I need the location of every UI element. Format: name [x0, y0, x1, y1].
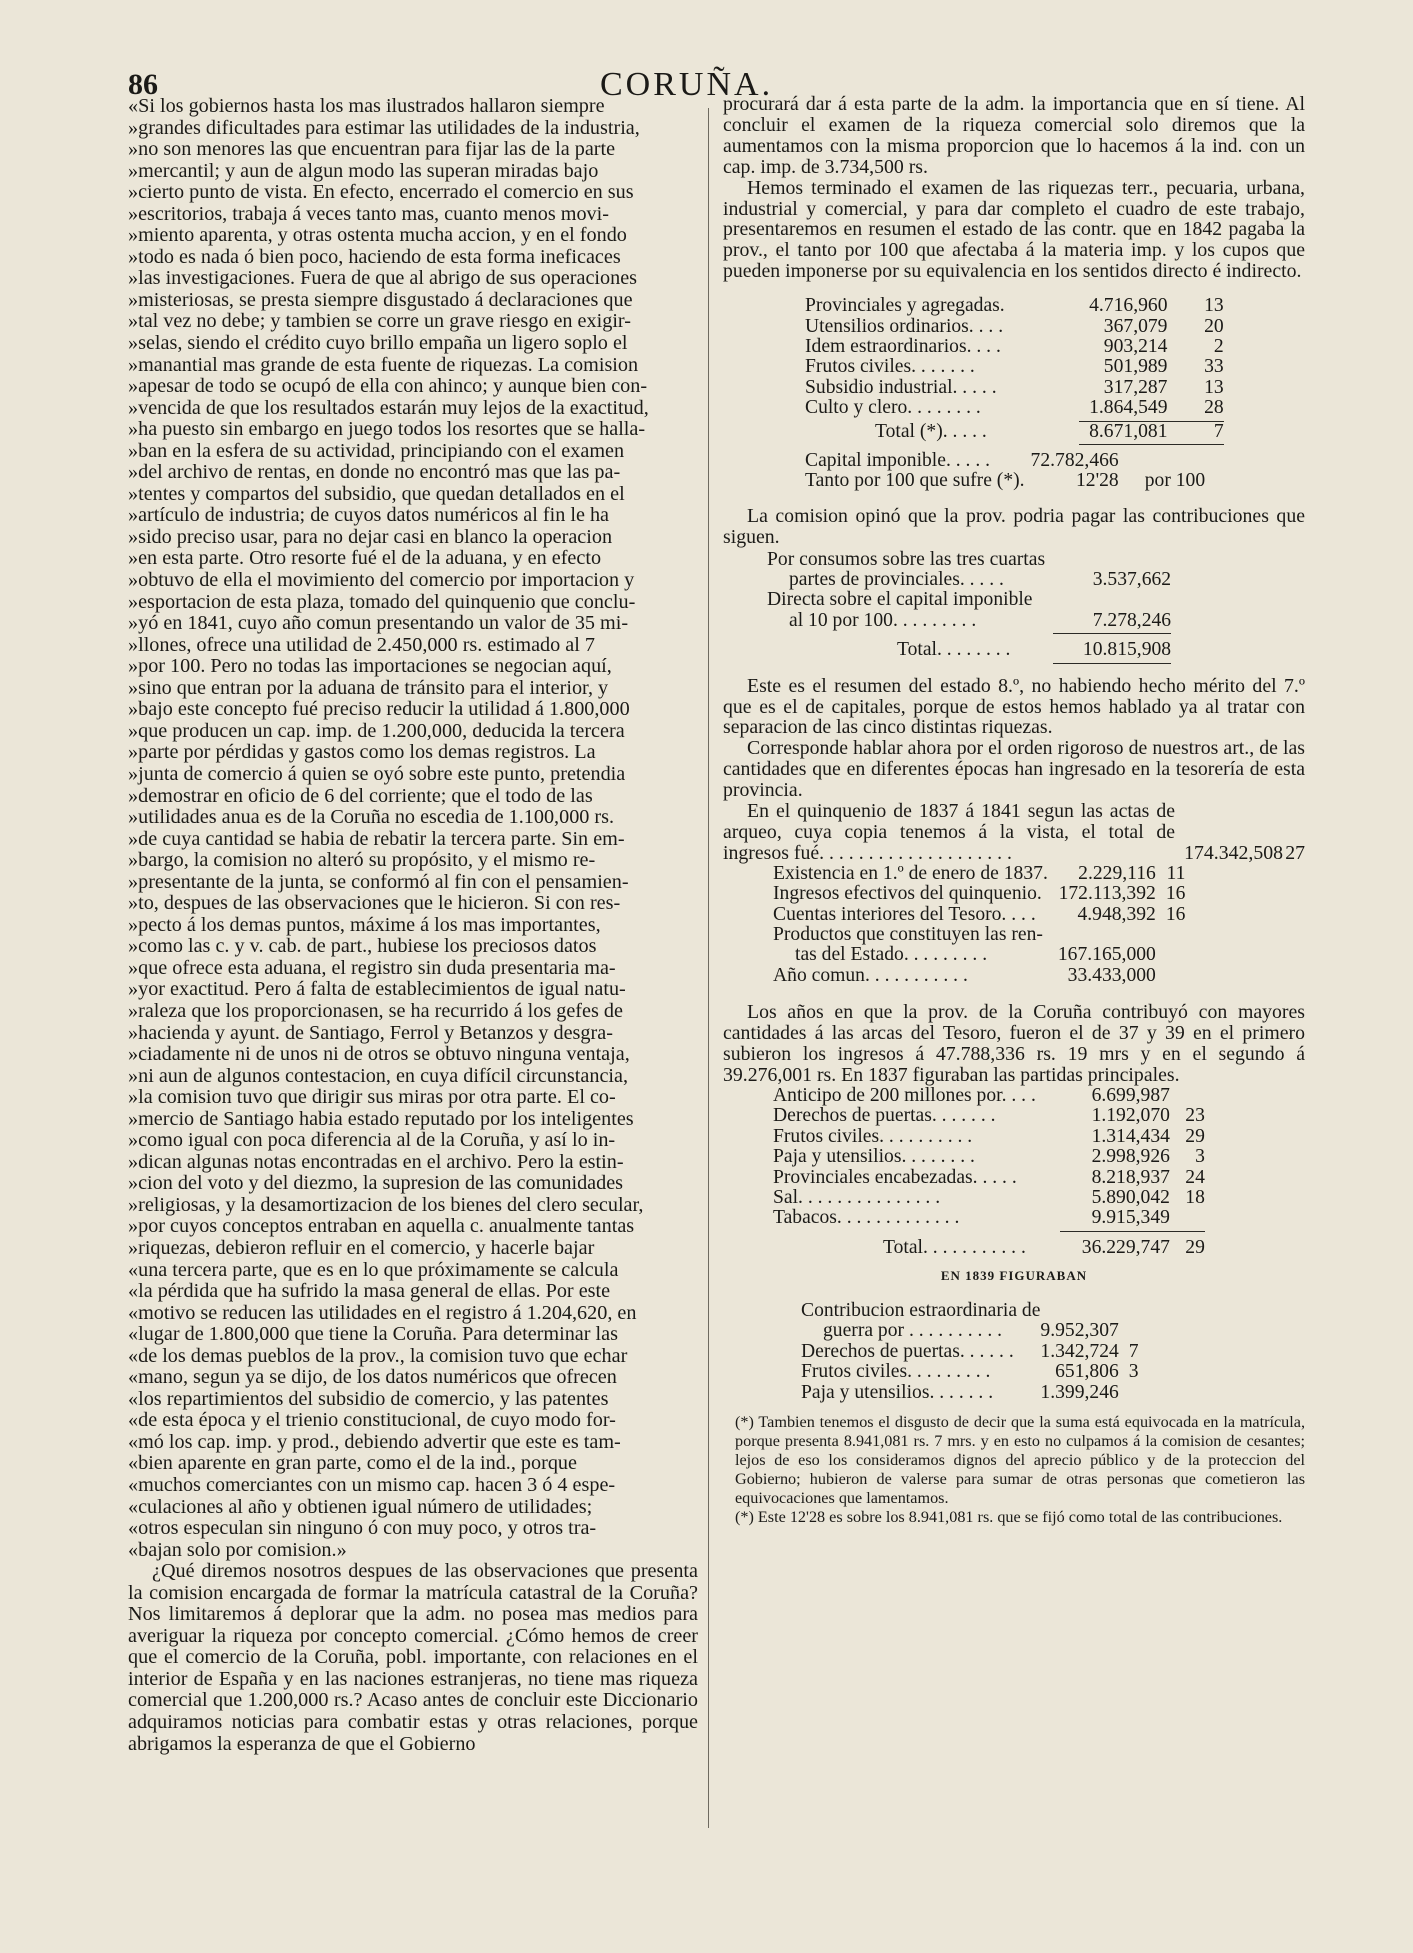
- quinquennium-paragraph: [723, 801, 1305, 864]
- row-label: Provinciales encabezadas. . . . .: [773, 1166, 1017, 1188]
- quote-line: »parte por pérdidas y gastos como los demas registros. La: [128, 741, 596, 764]
- quinquennium-total: 174.342,508: [1184, 841, 1283, 864]
- rents-label-1: Productos que constituyen las ren-: [773, 924, 1043, 946]
- table-row: [805, 337, 1224, 357]
- page-title: CORUÑA.: [600, 66, 774, 103]
- quote-line: »miento aparenta, y otras ostenta mucha accion, y en el fondo: [128, 224, 627, 247]
- quote-line: »del archivo de rentas, en donde no encontró mas que las pa-: [128, 461, 621, 484]
- quote-line: »obtuvo de ella el movimiento del comercio por importacion y: [128, 569, 635, 592]
- items-1837-table: [773, 1086, 1205, 1258]
- quote-line: «la pérdida que ha sufrido la masa general de ellas. Por este: [128, 1280, 611, 1303]
- row-label: Derechos de puertas. . . . . . .: [773, 1105, 996, 1127]
- table-row: [767, 550, 1171, 570]
- quote-line: »raleza que los proporcionasen, se ha recurrido á los gefes de: [128, 999, 623, 1022]
- row-label-continued: partes de provinciales. . . . .: [789, 569, 1004, 591]
- quote-line: »pecto á los demas puntos, máxime á los mas importantes,: [128, 913, 601, 936]
- row-label: Idem estraordinarios. . . .: [805, 335, 1001, 357]
- quote-line: «los repartimientos del subsidio de comercio, y las patentes: [128, 1387, 609, 1410]
- quote-line: »utilidades anua es de la Coruña no escedia de 1.100,000 rs.: [128, 806, 615, 829]
- table-row: [767, 570, 1171, 590]
- table-row: [773, 905, 1185, 925]
- row-label: Utensilios ordinarios. . . .: [805, 315, 1004, 337]
- quote-line: »riquezas, debieron refluir en el comercio, y hacerle bajar: [128, 1236, 595, 1259]
- page-number: 86: [128, 68, 158, 101]
- quote-line: «motivo se reducen las utilidades en el registro á 1.204,620, en: [128, 1301, 637, 1324]
- table-row: [767, 590, 1171, 610]
- row-label: Paja y utensilios. . . . . . . .: [773, 1146, 975, 1168]
- quote-line: »en esta parte. Otro resorte fué el de la aduana, y en efecto: [128, 547, 602, 570]
- row-value: 367,079: [1103, 315, 1168, 337]
- quote-line: «mó los cap. imp. y prod., debiendo advertir que este es tam-: [128, 1430, 621, 1453]
- row-label: Frutos civiles. . . . . . . . .: [801, 1361, 991, 1383]
- quote-line: »mercantil; y aun de algun modo las superan miradas bajo: [128, 159, 599, 182]
- quote-line: »tal vez no debe; y tambien se corre un grave riesgo en exigir-: [128, 310, 631, 333]
- footnote-2: (*) Este 12'28 es sobre los 8.941,081 rs. que se fijó como total de las contribuciones.: [735, 1508, 1283, 1527]
- quote-line: »apesar de todo se ocupó de ella con ahinco; y aunque bien con-: [128, 375, 648, 398]
- quote-line: «bajan solo por comision.»: [128, 1538, 347, 1561]
- quote-line: »yor exactitud. Pero á falta de establecimientos de igual natu-: [128, 978, 626, 1001]
- quote-line: »que producen un cap. imp. de 1.200,000, deducida la tercera: [128, 719, 625, 742]
- quote-line: «de los demas pueblos de la prov., la comision tuvo que echar: [128, 1344, 628, 1367]
- quote-line: »por cuyos conceptos entraban en aquella c. anualmente tantas: [128, 1215, 635, 1238]
- war-contribution-value: 9.952,307: [1040, 1320, 1119, 1342]
- table-row: [773, 1208, 1205, 1228]
- quote-line: «culaciones al año y obtienen igual número de utilidades;: [128, 1495, 593, 1518]
- row-cents: 18: [1185, 1186, 1205, 1208]
- total-cents: 7: [1213, 420, 1224, 442]
- rents-value: 167.165,000: [1057, 944, 1156, 966]
- row-value: 8.218,937: [1091, 1166, 1170, 1188]
- quote-line: »vencida de que los resultados estarán muy lejos de la exactitud,: [128, 396, 649, 419]
- row-cents: 11: [1166, 862, 1186, 884]
- table-row: [805, 357, 1224, 377]
- row-cents: 23: [1185, 1105, 1205, 1127]
- quote-line: »llones, ofrece una utilidad de 2.450,000 rs. estimado al 7: [128, 633, 596, 656]
- average-year-value: 33.433,000: [1067, 964, 1156, 986]
- row-value: 501,989: [1103, 356, 1168, 378]
- quote-line: »sido preciso usar, para no dejar casi en blanco la operacion: [128, 525, 613, 548]
- row-value: 1.342,724: [1040, 1340, 1119, 1362]
- row-cents: [1119, 1383, 1139, 1403]
- quote-line: »la comision tuvo que dirigir sus miras por otra parte. El co-: [128, 1086, 616, 1109]
- column-divider: [708, 108, 709, 1828]
- row-cents: 7: [1128, 1340, 1139, 1362]
- quote-line: »que ofrece esta aduana, el registro sin duda presentaria ma-: [128, 956, 616, 979]
- table-row: [773, 864, 1185, 884]
- quote-line: «lugar de 1.800,000 que tiene la Coruña. Para determinar las: [128, 1323, 618, 1346]
- contributions-table: [805, 296, 1224, 445]
- row-label: Sal. . . . . . . . . . . . . . .: [773, 1186, 941, 1208]
- quote-line: «de esta época y el trienio constitucional, de cuyo modo for-: [128, 1409, 616, 1432]
- commission-opinion-paragraph: La comision opinó que la prov. podria pagar las contribuciones que siguen.: [723, 504, 1305, 548]
- row-cents: 13: [1204, 376, 1224, 398]
- quote-line: «mano, segun ya se dijo, de los datos numéricos que ofrecen: [128, 1366, 617, 1389]
- row-value: 651,806: [1055, 1361, 1119, 1383]
- table-row: [801, 1362, 1139, 1382]
- quote-line: »selas, siendo el crédito cuyo brillo empaña un ligero soplo el: [128, 332, 628, 355]
- row-value: 2.998,926: [1091, 1146, 1170, 1168]
- row-value: 1.314,434: [1091, 1125, 1170, 1147]
- state-summary-paragraph: Este es el resumen del estado 8.º, no habiendo hecho mérito del 7.º que es el de capitales, porque de estos hemos hablado ya al tratar con separacion de las cinco distintas riquezas.: [723, 674, 1305, 739]
- row-label: Ingresos efectivos del quinquenio.: [773, 883, 1042, 905]
- quote-line: »artículo de industria; de cuyos datos numéricos al fin le ha: [128, 504, 610, 527]
- items-1837-total-value: 36.229,747: [1081, 1236, 1170, 1258]
- capital-value: 72.782,466: [1030, 450, 1119, 471]
- quote-line: »tentes y compartos del subsidio, que quedan detallados en el: [128, 482, 625, 505]
- tanto-value: 12'28: [1076, 470, 1119, 492]
- quote-line: »escritorios, trabaja á veces tanto mas, cuanto menos movi-: [128, 202, 609, 225]
- section-heading-1839: EN 1839 FIGURABAN: [940, 1268, 1088, 1284]
- row-label: Directa sobre el capital imponible: [767, 589, 1033, 611]
- table-row: [801, 1342, 1139, 1362]
- row-cents: 33: [1204, 356, 1224, 378]
- quote-line: »religiosas, y la desamortizacion de los bienes del clero secular,: [128, 1193, 644, 1216]
- row-label: Paja y utensilios. . . . . . .: [801, 1381, 994, 1403]
- war-contribution-label-1: Contribucion estraordinaria de: [801, 1300, 1041, 1322]
- total-value: 8.671,081: [1089, 420, 1168, 442]
- row-value: 1.864,549: [1089, 397, 1168, 419]
- left-column: [128, 96, 698, 1911]
- quote-line: »dican algunas notas encontradas en el archivo. Pero la estin-: [128, 1150, 624, 1173]
- average-year-label: Año comun. . . . . . . . . . .: [773, 964, 968, 986]
- income-intro-paragraph: Corresponde hablar ahora por el orden rigoroso de nuestros art., de las cantidades que en diferentes épocas han ingresado en la tesorería de esta provincia.: [723, 737, 1305, 802]
- proposed-contributions-table: [767, 550, 1171, 664]
- quote-line: »demostrar en oficio de 6 del corriente; que el todo de las: [128, 784, 593, 807]
- quote-line: »las investigaciones. Fuera de que al abrigo de sus operaciones: [128, 267, 638, 290]
- row-value: 1.399,246: [1040, 1381, 1119, 1403]
- quote-line: »junta de comercio á quien se oyó sobre este punto, pretendia: [128, 762, 626, 785]
- continuation-paragraph: procurará dar á esta parte de la adm. la importancia que en sí tiene. Al concluir el examen de la riqueza comercial solo diremos que la aumentamos con la misma proporcion que lo hacemos á la ind. con un cap. imp. de 3.734,500 rs.: [723, 94, 1305, 178]
- table-row: [773, 1147, 1205, 1167]
- quote-line: »todo es nada ó bien poco, haciendo de esta forma ineficaces: [128, 245, 621, 268]
- quinquennium-cents: 27: [1285, 841, 1305, 864]
- quote-line: »no son menores las que encuentran para fijar las de la parte: [128, 138, 616, 161]
- quote-line: «bien aparente en gran parte, como el de la ind., porque: [128, 1452, 577, 1475]
- quote-line: »como igual con poca diferencia al de la Coruña, y así lo in-: [128, 1129, 616, 1152]
- quote-line: »cierto punto de vista. En efecto, encerrado el comercio en sus: [128, 181, 634, 204]
- row-cents: 2: [1213, 335, 1224, 357]
- row-value: 317,287: [1103, 376, 1168, 398]
- row-label: Tabacos. . . . . . . . . . . . .: [773, 1207, 960, 1229]
- row-value: 6.699,987: [1091, 1084, 1170, 1106]
- table-row: [805, 398, 1224, 418]
- row-value: 5.890,042: [1091, 1186, 1170, 1208]
- row-cents: 24: [1185, 1166, 1205, 1188]
- war-contribution-label-2: guerra por . . . . . . . . . .: [823, 1320, 1003, 1342]
- quote-line: »sino que entran por la aduana de tránsito para el interior, y: [128, 676, 609, 699]
- row-cents: 13: [1204, 295, 1224, 317]
- row-label: Derechos de puertas. . . . . .: [801, 1340, 1014, 1362]
- quote-line: »por 100. Pero no todas las importaciones se negocian aquí,: [128, 655, 612, 678]
- quote-line: »cion del voto y del diezmo, la supresion de las comunidades: [128, 1172, 624, 1195]
- right-column: [723, 94, 1305, 1874]
- row-value: 9.915,349: [1091, 1207, 1170, 1229]
- commission-quote: [128, 96, 698, 1561]
- table-row: [767, 611, 1171, 631]
- table-row: [773, 1106, 1205, 1126]
- row-cents: 3: [1195, 1146, 1205, 1168]
- row-label: Por consumos sobre las tres cuartas: [767, 548, 1046, 570]
- row-value: 172.113,392: [1058, 883, 1156, 905]
- quote-line: »manantial mas grande de esta fuente de riquezas. La comision: [128, 353, 639, 376]
- row-cents: 3: [1128, 1361, 1139, 1383]
- capital-label: Capital imponible. . . . .: [805, 450, 991, 471]
- total-label: Total (*). . . . .: [875, 420, 987, 442]
- items-1839-table: [801, 1301, 1139, 1403]
- row-cents: [1170, 1086, 1205, 1106]
- items-1837-total-label: Total. . . . . . . . . . .: [883, 1236, 1026, 1258]
- quote-line: »de cuya cantidad se habia de rebatir la tercera parte. Sin em-: [128, 827, 625, 850]
- commentary-paragraph: ¿Qué diremos nosotros despues de las observaciones que presenta la comision encargada de formar la matrícula catastral de la Coruña? Nos limitaremos á deplorar que la adm. no posea mas medios para averiguar la riqueza por concepto comercial. ¿Cómo hemos de creer que el comercio de la Coruña, pobl. importante, con relaciones en el interior de España y en las naciones estranjeras, no tiene mas riqueza comercial que 1.200,000 rs.? Acaso antes de concluir este Diccionario adquiramos noticias para combatir estas y otras relaciones, porque abrigamos la esperanza de que el Gobierno: [128, 1560, 698, 1755]
- row-cents: [1170, 1208, 1205, 1228]
- row-value: 4.716,960: [1089, 295, 1168, 317]
- quote-line: »mercio de Santiago habia estado reputado por los inteligentes: [128, 1107, 634, 1130]
- quote-line: »esportacion de esta plaza, tomado del quinquenio que conclu-: [128, 590, 636, 613]
- row-label: Provinciales y agregadas.: [805, 295, 1005, 317]
- row-label: Culto y clero. . . . . . . .: [805, 397, 981, 419]
- tanto-label: Tanto por 100 que sufre (*).: [805, 470, 1025, 492]
- row-label: Anticipo de 200 millones por. . . .: [773, 1084, 1036, 1106]
- quote-line: »ciadamente ni de unos ni de otros se obtuvo ninguna ventaja,: [128, 1043, 630, 1066]
- quote-line: »to, despues de las observaciones que le hicieron. Si con res-: [128, 892, 621, 915]
- table-row: [805, 296, 1224, 316]
- quote-line: »como las c. y v. cab. de part., hubiese los preciosos datos: [128, 935, 597, 958]
- row-cents: 20: [1204, 315, 1224, 337]
- quote-line: »bargo, la comision no alteró su propósito, y el mismo re-: [128, 849, 596, 872]
- row-value: 903,214: [1103, 335, 1168, 357]
- footnote-1: (*) Tambien tenemos el disgusto de decir que la suma está equivocada en la matrícula, porque presenta 8.941,081 rs. 7 mrs. y en esto no culpamos á la comision de cesantes; lejos de eso los consideramos dignos del aprecio público y de la proteccion del Gobierno; hubieron de valerse para sumar de otras personas que cometieron las equivocaciones que lamentamos.: [735, 1413, 1305, 1508]
- quote-line: »bajo este concepto fué preciso reducir la utilidad á 1.800,000: [128, 698, 630, 721]
- row-label: Frutos civiles. . . . . . . . . .: [773, 1125, 973, 1147]
- quote-line: »ban en la esfera de su actividad, principiando con el examen: [128, 439, 625, 462]
- row-cents: 28: [1204, 397, 1224, 419]
- summary-intro-paragraph: Hemos terminado el examen de las riquezas terr., pecuaria, urbana, industrial y comercial, y para dar completo el cuadro de este trabajo, presentaremos en resumen el estado de las contr. que en 1842 pagaba la prov., el tanto por 100 que afectaba á la materia imp. y los cupos que pueden imponerse por su equivalencia en los sentidos directo é indirecto.: [723, 176, 1305, 283]
- capital-table: [805, 451, 1205, 492]
- quote-line: »misteriosas, se presta siempre disgustado á declaraciones que: [128, 288, 633, 311]
- proposed-total-value: 10.815,908: [1082, 639, 1172, 661]
- row-value: 3.537,662: [1092, 569, 1172, 591]
- row-value: 7.278,246: [1092, 609, 1172, 631]
- quote-line: »grandes dificultades para estimar las utilidades de la industria,: [128, 116, 640, 139]
- row-label: Frutos civiles. . . . . . .: [805, 356, 975, 378]
- quote-line: «una tercera parte, que es en lo que próximamente se calcula: [128, 1258, 619, 1281]
- table-row: [773, 1168, 1205, 1188]
- quote-line: «Si los gobiernos hasta los mas ilustrados hallaron siempre: [128, 96, 605, 117]
- quinquennium-text: En el quinquenio de 1837 á 1841 segun las actas de arqueo, cuya copia tenemos á la vista, el total de ingresos fué. . . . . . . . . . . . . . . . . . . .: [723, 800, 1175, 864]
- income-breakdown-table: [773, 864, 1185, 986]
- items-1837-total-row: [773, 1232, 1205, 1258]
- table-row: [801, 1383, 1139, 1403]
- row-label: Cuentas interiores del Tesoro. . . .: [773, 903, 1036, 925]
- quote-line: »yó en 1841, cuyo año comun presentando un valor de 35 mi-: [128, 612, 629, 635]
- table-row: [773, 1188, 1205, 1208]
- row-value: 2.229,116: [1078, 862, 1156, 884]
- table-row: [773, 1127, 1205, 1147]
- contributions-total-row: [805, 422, 1224, 442]
- row-cents: 29: [1185, 1125, 1205, 1147]
- proposed-total-row: [767, 634, 1171, 660]
- table-row: [805, 317, 1224, 337]
- row-label-continued: al 10 por 100. . . . . . . . .: [789, 609, 977, 631]
- row-label: Subsidio industrial. . . . .: [805, 376, 997, 398]
- row-cents: 16: [1165, 903, 1186, 925]
- quote-line: «muchos comerciantes con un mismo cap. hacen 3 ó 4 espe-: [128, 1474, 616, 1496]
- proposed-total-label: Total. . . . . . . .: [897, 639, 1011, 661]
- quote-line: »ha puesto sin embargo en juego todos los resortes que se halla-: [128, 418, 646, 441]
- quote-line: «otros especulan sin ninguno ó con muy poco, y otros tra-: [128, 1517, 597, 1540]
- table-row: [773, 884, 1185, 904]
- tanto-suffix: por 100: [1144, 470, 1206, 492]
- quote-line: »ni aun de algunos contestacion, en cuya difícil circunstancia,: [128, 1064, 629, 1087]
- table-row: [773, 1086, 1205, 1106]
- table-row: [805, 378, 1224, 398]
- rents-label-2: tas del Estado. . . . . . . . .: [795, 944, 988, 966]
- peak-years-paragraph: Los años en que la prov. de la Coruña contribuyó con mayores cantidades á las arcas del Tesoro, fueron el de 37 y 39 en el primero subieron los ingresos á 47.788,336 rs. 19 mrs y en el segundo á 39.276,001 rs. En 1837 figuraban las partidas principales.: [723, 1001, 1305, 1086]
- items-1837-total-cents: 29: [1185, 1236, 1205, 1258]
- quote-line: »hacienda y ayunt. de Santiago, Ferrol y Betanzos y desgra-: [128, 1021, 613, 1044]
- quote-line: »presentante de la junta, se conformó al fin con el pensamien-: [128, 870, 629, 893]
- row-cents: 16: [1165, 883, 1186, 905]
- row-value: 1.192,070: [1091, 1105, 1170, 1127]
- row-label: Existencia en 1.º de enero de 1837.: [773, 862, 1048, 884]
- row-value: 4.948,392: [1077, 903, 1156, 925]
